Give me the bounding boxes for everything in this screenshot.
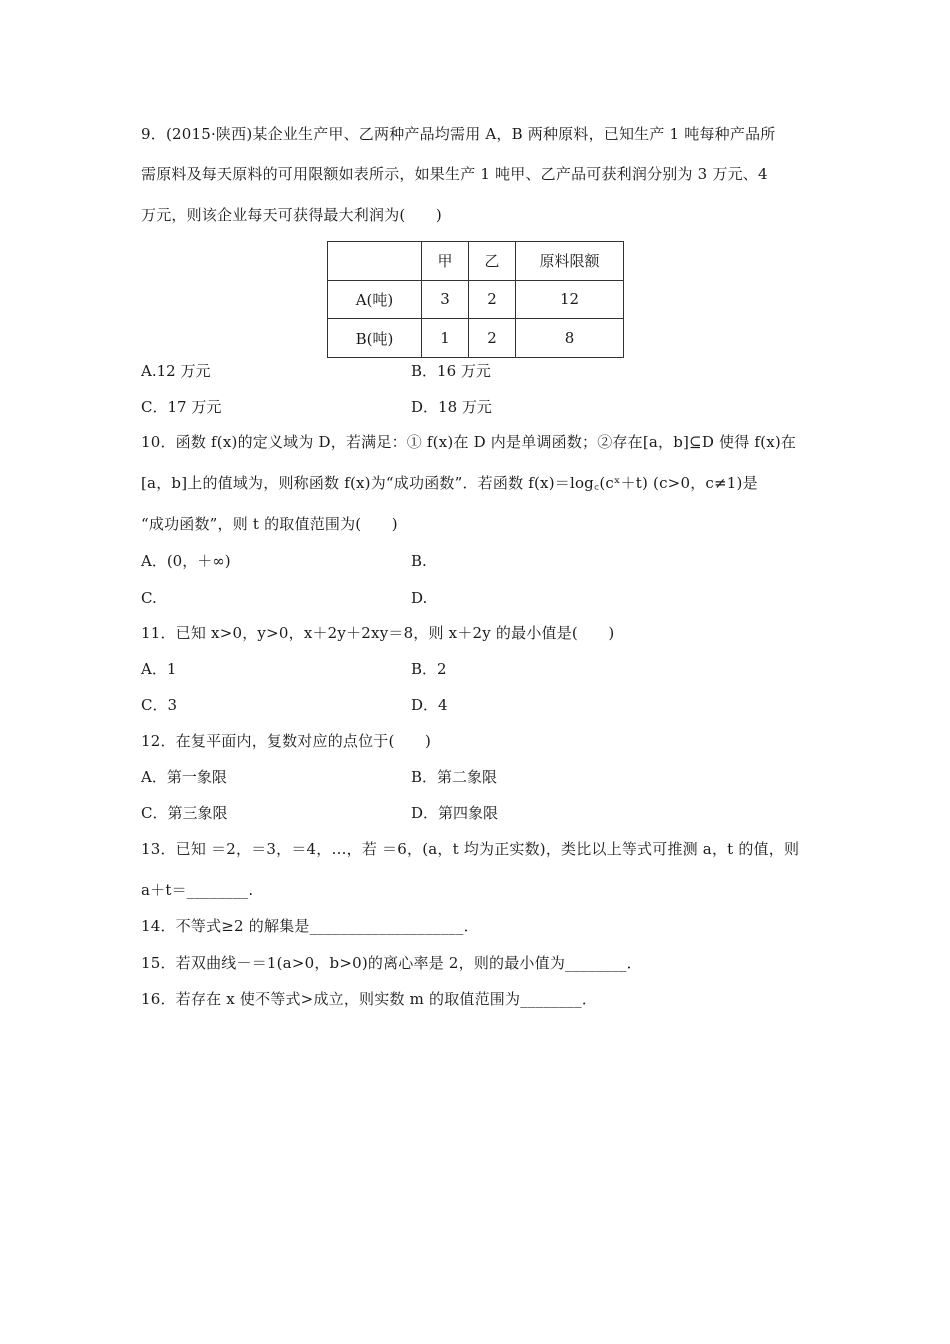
q14-line1: 14．不等式≥2 的解集是____________________． [141,917,479,935]
table-header-cell: 乙 [469,242,516,281]
q10-line2: [a，b]上的值域为，则称函数 f(x)为“成功函数”．若函数 f(x)＝log꜀(cˣ＋t) (c>0，c≠1)是 [141,474,758,492]
q9-option-a: A.12 万元 [141,362,211,380]
q13-line1: 13．已知 ＝2，＝3，＝4，…，若 ＝6，(a，t 均为正实数)，类比以上等式可推测 a，t 的值，则 [141,840,800,858]
q10-option-a: A．(0，＋∞) [141,552,231,570]
table-cell: B(吨) [328,319,422,358]
q10-option-b: B. [411,552,427,570]
table-row [328,280,624,319]
q11-line1: 11．已知 x>0，y>0，x＋2y＋2xy＝8，则 x＋2y 的最小值是( ) [141,624,615,642]
table-cell: 2 [469,319,516,358]
q12-option-b: B．第二象限 [411,768,498,786]
table-cell: 1 [422,319,469,358]
q15-line1: 15．若双曲线－＝1(a>0，b>0)的离心率是 2，则的最小值为________． [141,954,642,972]
q11-option-b: B．2 [411,660,447,678]
q16-line1: 16．若存在 x 使不等式>成立，则实数 m 的取值范围为________． [141,990,598,1008]
q10-line3: “成功函数”，则 t 的取值范围为( ) [141,515,398,533]
q10-option-d: D. [411,589,428,607]
table-header-cell: 甲 [422,242,469,281]
table-cell: A(吨) [328,280,422,319]
q10-line1: 10．函数 f(x)的定义域为 D，若满足：① f(x)在 D 内是单调函数；②存在[a，b]⊆D 使得 f(x)在 [141,433,797,451]
q10-option-c: C. [141,589,157,607]
q9-line3: 万元，则该企业每天可获得最大利润为( ) [141,206,442,224]
table-cell: 2 [469,280,516,319]
q13-line2: a＋t＝________. [141,881,254,899]
table-cell: 12 [516,280,624,319]
table-header-cell: 原料限额 [516,242,624,281]
material-table [327,241,624,358]
q9-line1: 9．(2015·陕西)某企业生产甲、乙两种产品均需用 A，B 两种原料，已知生产 1 吨每种产品所 [141,125,776,143]
q12-line1: 12．在复平面内，复数对应的点位于( ) [141,732,431,750]
table-cell: 3 [422,280,469,319]
table-row [328,319,624,358]
q12-option-a: A．第一象限 [141,768,227,786]
table-header-cell [328,242,422,281]
table-cell: 8 [516,319,624,358]
q9-option-c: C．17 万元 [141,398,222,416]
q11-option-c: C．3 [141,696,178,714]
q11-option-a: A．1 [141,660,177,678]
q11-option-d: D．4 [411,696,448,714]
q12-option-d: D．第四象限 [411,804,499,822]
table-header-row [328,242,624,281]
q9-option-b: B．16 万元 [411,362,491,380]
q9-option-d: D．18 万元 [411,398,492,416]
q12-option-c: C．第三象限 [141,804,228,822]
q9-line2: 需原料及每天原料的可用限额如表所示，如果生产 1 吨甲、乙产品可获利润分别为 3 万元、4 [141,165,768,183]
